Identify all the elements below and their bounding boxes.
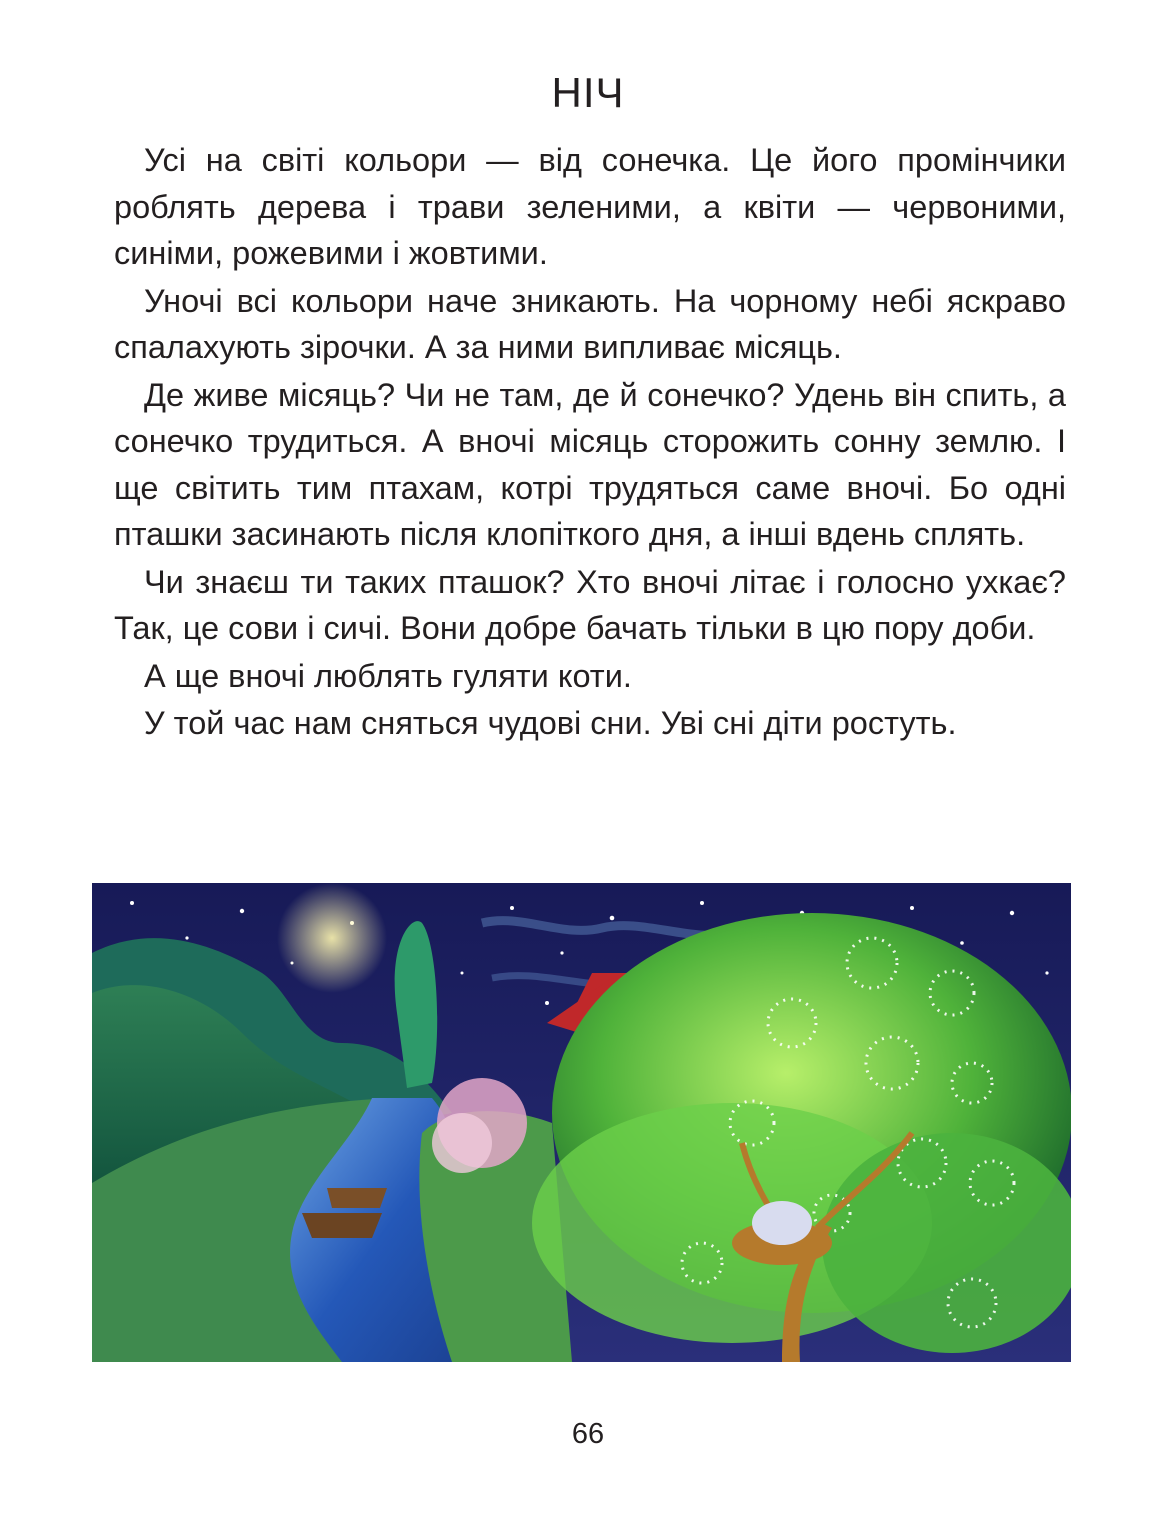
- boat-2: [327, 1188, 387, 1208]
- boat: [302, 1213, 382, 1238]
- page-number: 66: [571, 1418, 605, 1450]
- paragraph-3: Де живе місяць? Чи не там, де й сонечко? Удень він спить, а сонечко трудиться. А вночі місяць сторожить сонну землю. І ще світить тим птахам, котрі трудяться саме вночі. Бо одні пташки засинають після клопіткого дня, а інші вдень сплять.: [114, 376, 1066, 552]
- story-text: [114, 137, 1066, 747]
- page-title: НІЧ: [551, 69, 625, 116]
- night-landscape-illustration: [92, 883, 1071, 1362]
- paragraph-5: А ще вночі люблять гуляти коти.: [144, 657, 632, 694]
- paragraph-1: Усі на світі кольори — від сонечка. Це його промінчики роблять дерева і трави зеленими, а квіти — червоними, синіми, рожевими і жовтими.: [114, 142, 1066, 271]
- moon-glow: [277, 883, 387, 993]
- nest-bird: [752, 1201, 812, 1245]
- paragraph-4: Чи знаєш ти таких пташок? Хто вночі літає і голосно ухкає? Так, це сови і сичі. Вони добре бачать тільки в цю пору доби.: [114, 563, 1066, 646]
- paragraph-6: У той час нам сняться чудові сни. Уві сні діти ростуть.: [144, 705, 957, 741]
- paragraph-2: Уночі всі кольори наче зникають. На чорному небі яскраво спалахують зірочки. А за ними випливає місяць.: [114, 282, 1066, 365]
